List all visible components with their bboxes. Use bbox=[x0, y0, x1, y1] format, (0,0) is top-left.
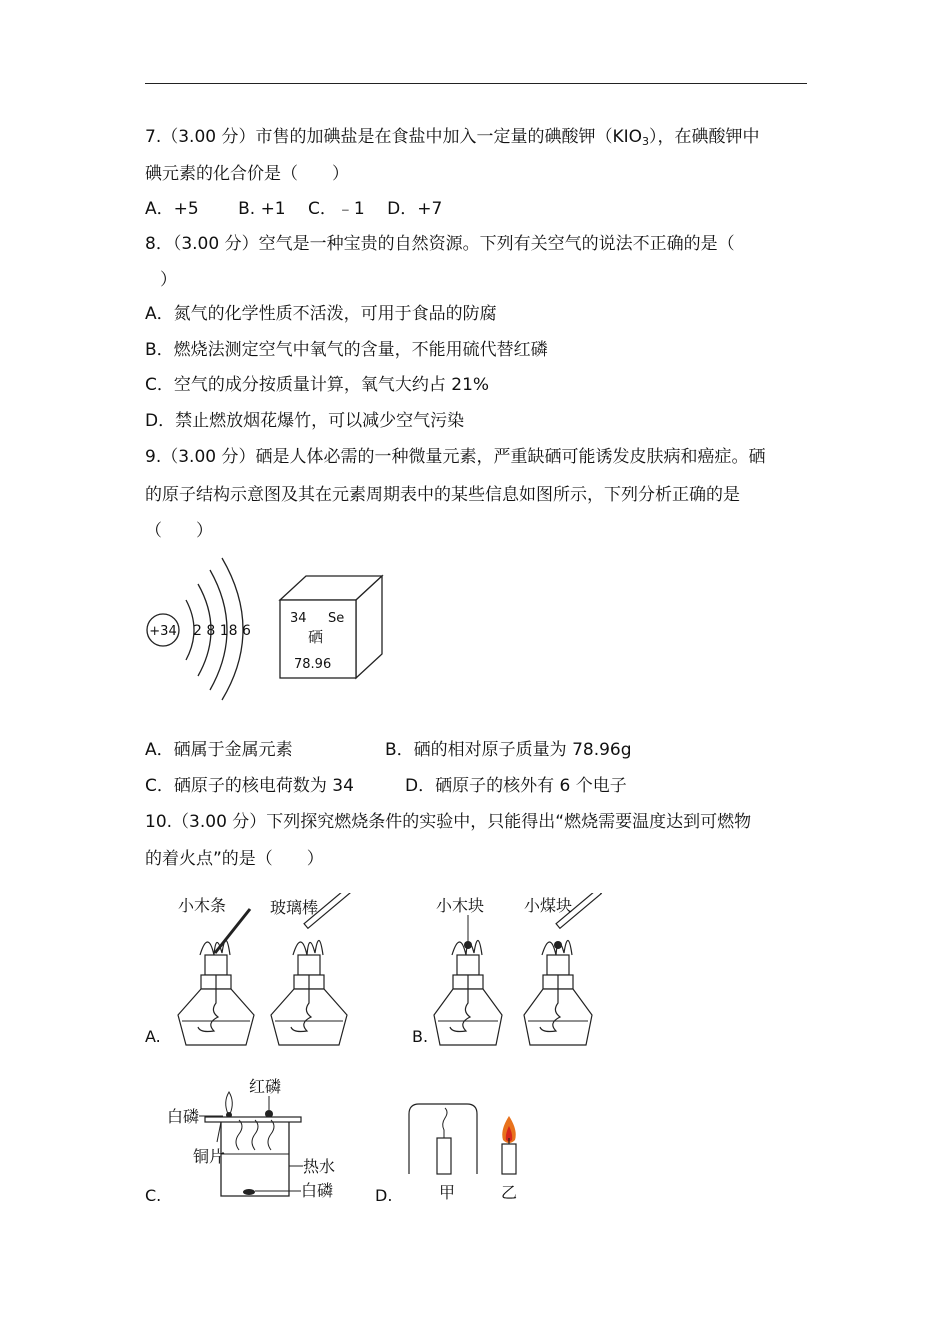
q7-line1: 7.（3.00 分）市售的加碘盐是在食盐中加入一定量的碘酸钾$(KIO_3)$，在碘酸钾中 bbox=[145, 127, 760, 148]
atom-nucleus-label: +34 bbox=[149, 624, 177, 639]
label-yi: 乙 bbox=[501, 1183, 518, 1202]
label-small-wood-block: 小木块 bbox=[436, 896, 485, 915]
label-small-coal-block: 小煤块 bbox=[524, 896, 573, 915]
figure-c-beaker-experiment bbox=[165, 1072, 355, 1207]
q10-line1: 10.（3.00 分）下列探究燃烧条件的实验中，只能得出“燃烧需要温度达到可燃物 bbox=[145, 812, 752, 832]
label-copper-sheet: 铜片 bbox=[193, 1147, 226, 1166]
figure-a-alcohol-lamps bbox=[170, 893, 380, 1053]
figure-c-letter: C. bbox=[145, 1186, 162, 1205]
q9-option-b: B．硒的相对原子质量为 78.96g bbox=[385, 740, 632, 760]
label-white-phosphorus-bottom: 白磷 bbox=[301, 1181, 334, 1200]
alcohol-lamp-right bbox=[524, 940, 592, 1045]
figure-b-letter: B. bbox=[412, 1027, 429, 1046]
q8-option-d: D．禁止燃放烟花爆竹，可以减少空气污染 bbox=[145, 411, 465, 431]
q10-line2: 的着火点”的是（ ） bbox=[145, 849, 324, 869]
label-jia: 甲 bbox=[439, 1183, 456, 1202]
element-name: 硒 bbox=[308, 628, 324, 646]
selenium-atom-diagram bbox=[140, 552, 260, 702]
label-hot-water: 热水 bbox=[303, 1157, 336, 1176]
alcohol-lamp-left bbox=[178, 940, 254, 1045]
alcohol-lamp-right bbox=[271, 940, 347, 1045]
figure-d-letter: D. bbox=[375, 1186, 393, 1205]
header-rule bbox=[145, 83, 807, 84]
selenium-element-cell bbox=[276, 572, 388, 682]
q9-line2: 的原子结构示意图及其在元素周期表中的某些信息如图所示，下列分析正确的是 bbox=[145, 485, 740, 505]
q8-option-a: A．氮气的化学性质不活泼，可用于食品的防腐 bbox=[145, 304, 497, 324]
element-mass: 78.96 bbox=[294, 657, 332, 672]
q8-option-b: B．燃烧法测定空气中氧气的含量，不能用硫代替红磷 bbox=[145, 340, 548, 360]
q9-line1: 9.（3.00 分）硒是人体必需的一种微量元素，严重缺硒可能诱发皮肤病和癌症。硒 bbox=[145, 447, 766, 467]
figure-d-candles bbox=[405, 1100, 535, 1205]
q9-option-c: C．硒原子的核电荷数为 34 bbox=[145, 776, 354, 796]
element-number: 34 bbox=[290, 611, 307, 626]
q9-option-d: D．硒原子的核外有 6 个电子 bbox=[405, 776, 627, 796]
figure-a-letter: A. bbox=[145, 1027, 161, 1046]
label-red-phosphorus: 红磷 bbox=[249, 1077, 282, 1096]
alcohol-lamp-left bbox=[434, 940, 502, 1045]
q8-option-c: C．空气的成分按质量计算，氧气大约占 21% bbox=[145, 375, 490, 395]
q7-line2: 碘元素的化合价是（ ） bbox=[145, 164, 349, 184]
label-white-phosphorus-top: 白磷 bbox=[167, 1107, 200, 1126]
q9-option-a: A．硒属于金属元素 bbox=[145, 740, 293, 760]
figure-b-alcohol-lamps bbox=[430, 893, 620, 1053]
q8-line2: ） bbox=[160, 270, 177, 290]
element-symbol: Se bbox=[328, 611, 345, 626]
q8-line1: 8．（3.00 分）空气是一种宝贵的自然资源。下列有关空气的说法不正确的是（ bbox=[145, 234, 735, 254]
label-small-wood-strip: 小木条 bbox=[178, 896, 227, 915]
q7-options: A．+5 B. +1 C．﹣1 D．+7 bbox=[145, 199, 443, 219]
label-glass-rod: 玻璃棒 bbox=[270, 898, 319, 917]
atom-shells-label: 2 8 18 6 bbox=[193, 623, 251, 639]
q9-line3: （ ） bbox=[145, 521, 213, 541]
